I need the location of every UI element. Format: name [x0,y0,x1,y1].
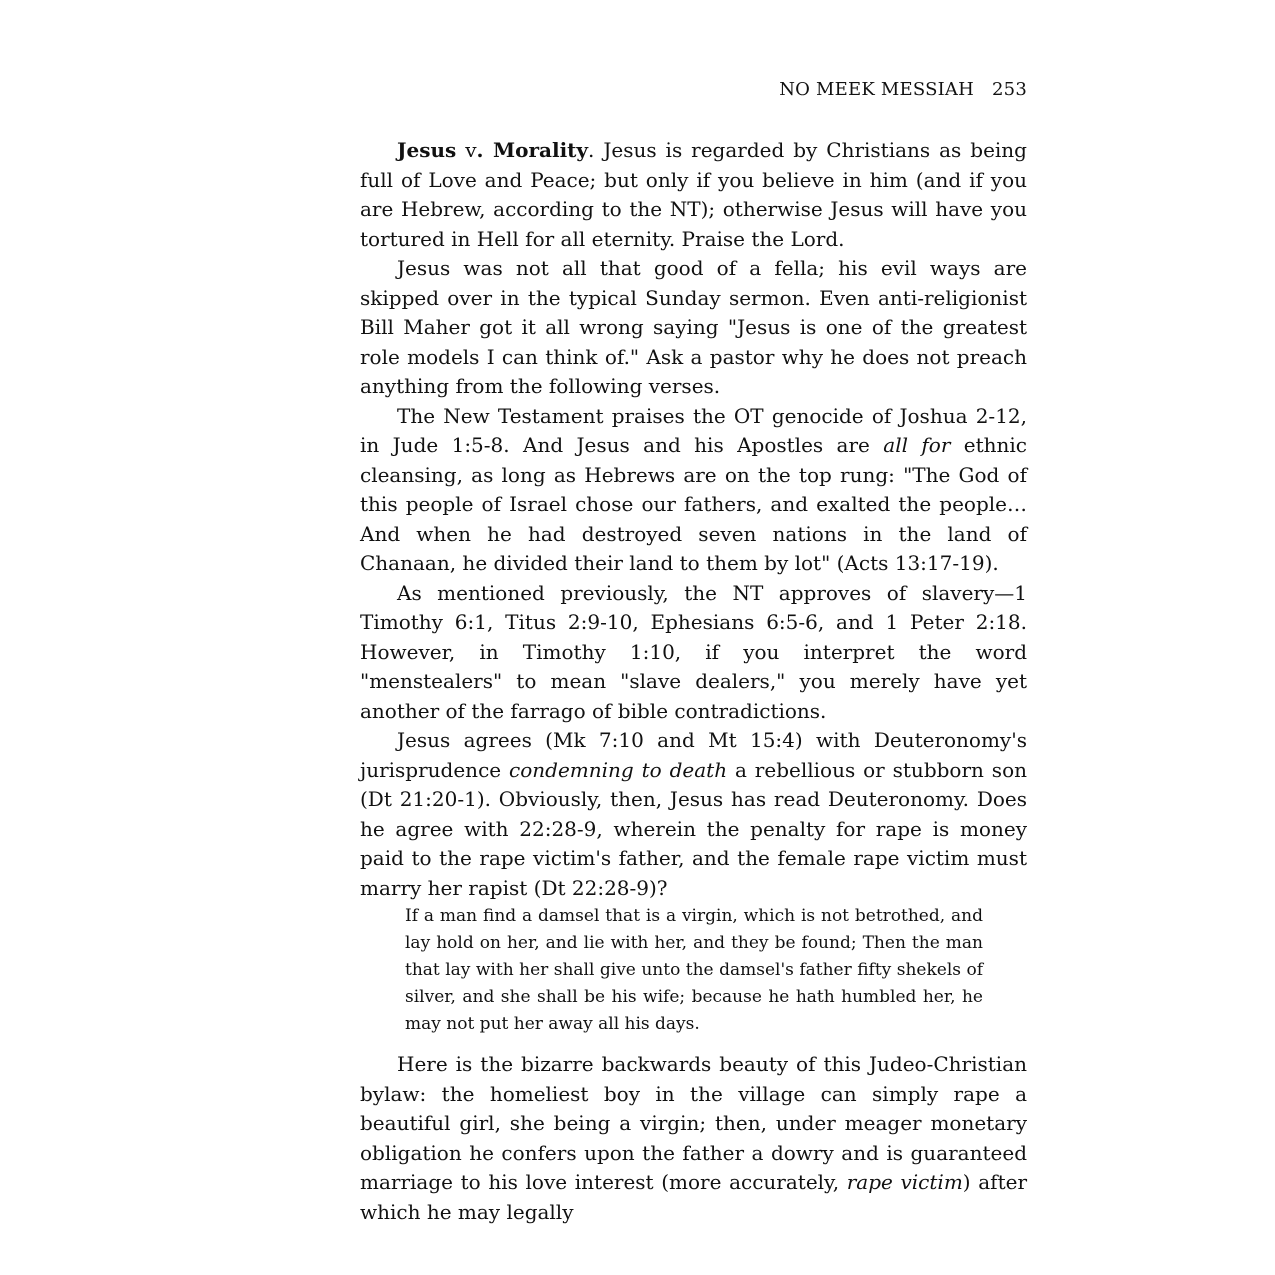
paragraph-text: ethnic cleansing, as long as Hebrews are on the top rung: "The God of this people of Israel chose our fathers, and exalted the people… And when he had destroyed seven nations in the land of Chanaan, he divided their land to them by lot" (Acts 13:17-19). [360,433,1028,575]
section-heading-morality: . Morality [476,138,589,162]
section-heading-versus: v [456,138,477,162]
emphasis-condemning-to-death: condemning to death [509,757,728,782]
paragraph-text: ) after which he may legally [360,1170,1028,1224]
page-number: 253 [992,79,1027,100]
paragraph-bylaw [360,1050,1027,1227]
paragraph-slavery [360,579,1027,727]
paragraph-text: Jesus agrees (Mk 7:10 and Mt 15:4) with Deuteronomy's jurisprudence [360,728,1027,782]
emphasis-all-for: all for [883,433,951,457]
running-head-title: NO MEEK MESSIAH [779,79,975,100]
paragraph-evil-ways [360,254,1027,402]
paragraph-text: Here is the bizarre backwards beauty of this Judeo-Christian bylaw: the homeliest boy in the village can simply rape a beautiful girl, she being a virgin; then, under meager monetary obligation he confers upon the father a dowry and is guaranteed marriage to his love interest (more accurately, [360,1052,1027,1194]
paragraph-text: . Jesus is regarded by Christians as being full of Love and Peace; but only if you believe in him (and if you are Hebrew, according to the NT); otherwise Jesus will have you tortured in Hell for all eternity. Praise the Lord. [360,138,1027,251]
paragraph-text: The New Testament praises the OT genocide of Joshua 2-12, in Jude 1:5-8. And Jesus and his Apostles are [360,403,1027,457]
paragraph-text: Jesus was not all that good of a fella; his evil ways are skipped over in the typical Sunday sermon. Even anti-religionist Bill Maher got it all wrong saying "Jesus is one of the greatest role models I can think of." Ask a pastor why he does not preach anything from the following verses. [360,256,1027,398]
running-head [779,79,1027,100]
paragraph-deuteronomy [360,726,1027,903]
paragraph-jesus-v-morality [360,136,1027,254]
section-heading-jesus: Jesus [397,138,457,162]
paragraph-genocide [360,402,1027,579]
paragraph-text: a rebellious or stubborn son (Dt 21:20-1). Obviously, then, Jesus has read Deuteronomy. Does he agree with 22:28-9, wherein the penalty for rape is money paid to the rape victim's father, and the female rape victim must marry her rapist (Dt 22:28-9)? [360,757,1027,900]
paragraph-text: As mentioned previously, the NT approves of slavery—1 Timothy 6:1, Titus 2:9-10, Ephesians 6:5-6, and 1 Peter 2:18. However, in Timothy 1:10, if you interpret the word "menstealers" to mean "slave dealers," you merely have yet another of the farrago of bible contradictions. [360,580,1027,723]
block-quote-deuteronomy [405,903,983,1038]
emphasis-rape-victim: rape victim [846,1170,963,1194]
quote-text: If a man find a damsel that is a virgin, which is not betrothed, and lay hold on her, and lie with her, and they be found; Then the man that lay with her shall give unto the damsel's father fifty shekels of silver, and she shall be his wife; because he hath humbled her, he may not put her away all his days. [405,906,983,1034]
body-text [360,136,1027,1227]
